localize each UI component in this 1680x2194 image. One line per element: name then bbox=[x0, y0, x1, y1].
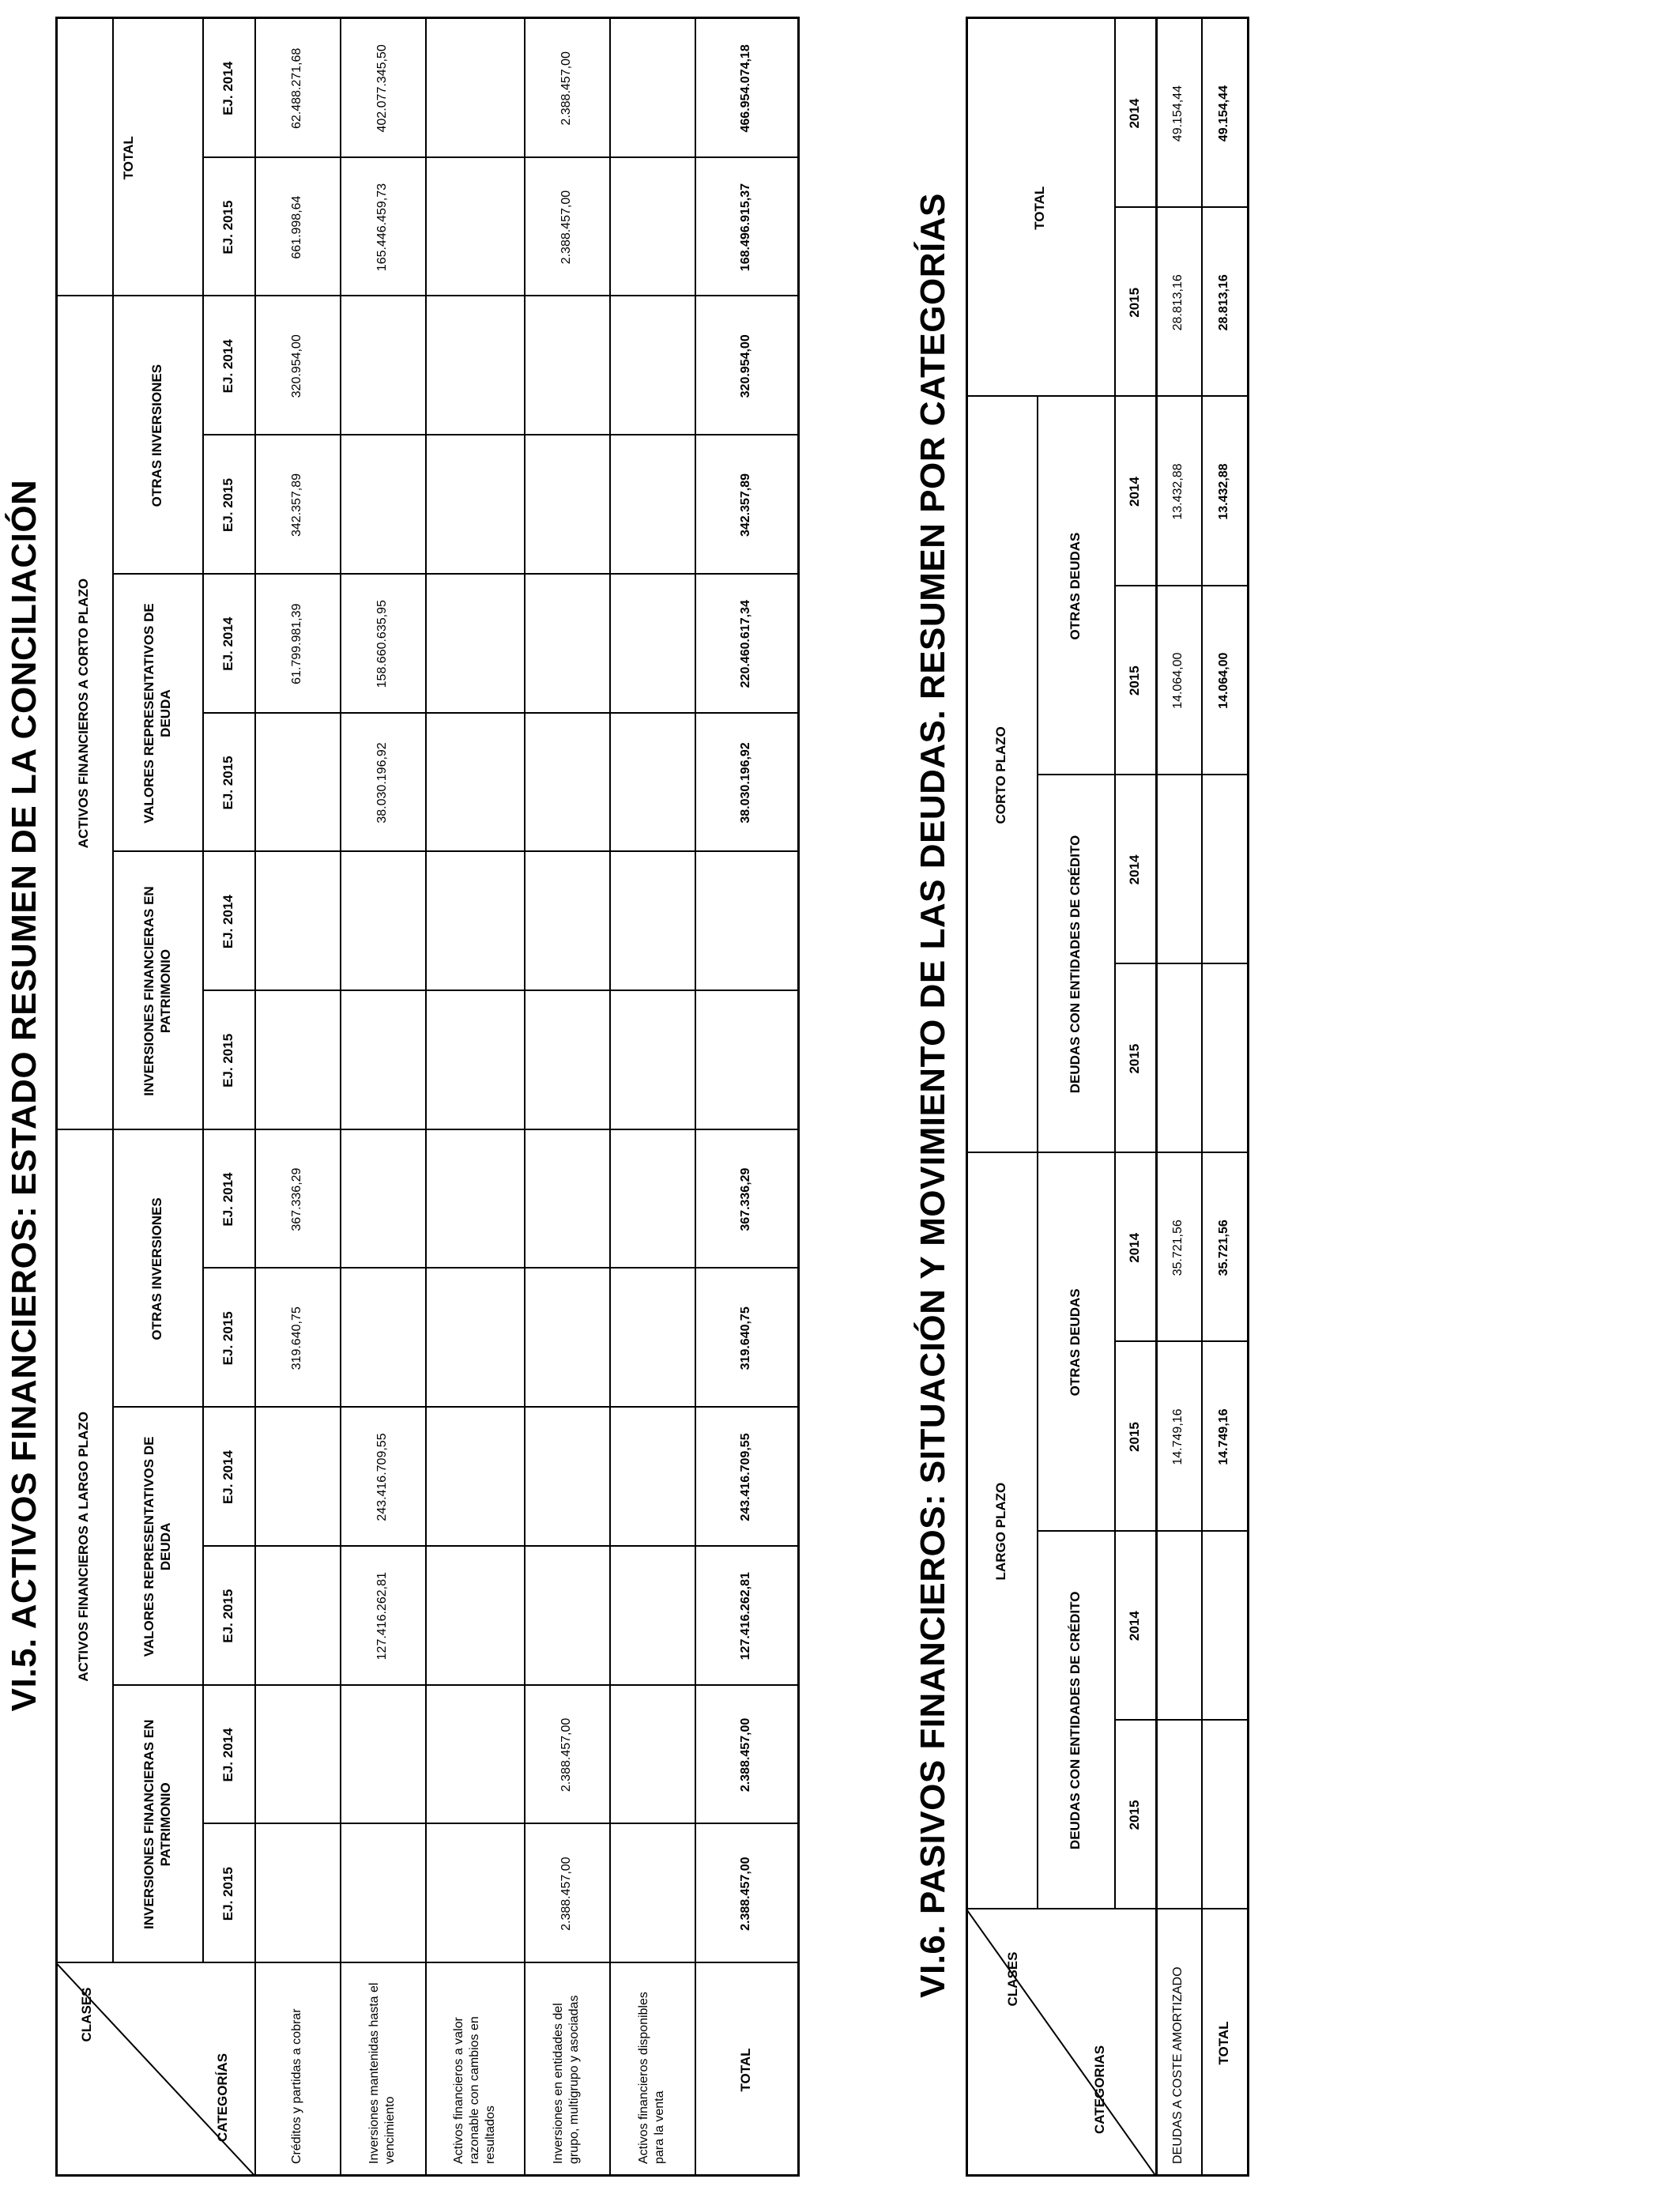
total-cell: 367.336,29 bbox=[739, 1167, 752, 1231]
total-cell bbox=[1201, 1532, 1247, 1721]
table-cell: 62.488.271,68 bbox=[290, 47, 303, 130]
table-cell bbox=[425, 435, 524, 575]
table-cell bbox=[254, 1408, 340, 1547]
subheader-sub_otras_cp: OTRAS INVERSIONES bbox=[149, 364, 165, 507]
year-header: EJ. 2015 bbox=[220, 1867, 236, 1921]
total-cell: 243.416.709,55 bbox=[739, 1433, 752, 1521]
table-cell bbox=[254, 1547, 340, 1686]
year-header: EJ. 2015 bbox=[220, 1589, 236, 1643]
table-cell bbox=[340, 991, 425, 1130]
row-label: Activos financieros a valor razonable con cambios en resultados bbox=[451, 2016, 497, 2164]
group-corto-plazo: CORTO PLAZO bbox=[993, 726, 1009, 824]
table-cell: 2.388.457,00 bbox=[559, 51, 573, 126]
table-cell bbox=[524, 1408, 609, 1547]
table-cell bbox=[254, 714, 340, 853]
table-cell: 2.388.457,00 bbox=[559, 190, 573, 265]
table-cell: 14.749,16 bbox=[1171, 1408, 1185, 1465]
table-cell bbox=[609, 852, 695, 991]
table-cell bbox=[425, 714, 524, 853]
table-cell bbox=[425, 1686, 524, 1825]
group-largo-plazo: ACTIVOS FINANCIEROS A LARGO PLAZO bbox=[76, 1412, 92, 1682]
table-cell: 367.336,29 bbox=[290, 1167, 303, 1231]
table-cell bbox=[254, 1824, 340, 1963]
year-header: EJ. 2015 bbox=[220, 477, 236, 533]
year-header: EJ. 2014 bbox=[220, 339, 236, 394]
table-cell bbox=[609, 575, 695, 714]
year-header: 2015 bbox=[1127, 665, 1143, 696]
table-cell: 14.064,00 bbox=[1171, 652, 1185, 709]
subheader-sub_otras_lp: OTRAS INVERSIONES bbox=[149, 1197, 165, 1340]
table-cell bbox=[609, 714, 695, 853]
table-cell bbox=[425, 991, 524, 1130]
subheader-sub_deudas_lp: DEUDAS CON ENTIDADES DE CRÉDITO bbox=[1068, 1591, 1083, 1850]
group-total: TOTAL bbox=[1032, 186, 1048, 230]
total-cell: 466.954.074,18 bbox=[739, 44, 752, 133]
table-cell bbox=[425, 158, 524, 297]
table-cell: 243.416.709,55 bbox=[375, 1433, 389, 1521]
row-label: DEUDAS A COSTE AMORTIZADO bbox=[1171, 1966, 1185, 2164]
year-header: EJ. 2015 bbox=[220, 200, 236, 254]
table-cell bbox=[340, 1130, 425, 1269]
group-largo-plazo: LARGO PLAZO bbox=[993, 1482, 1009, 1581]
total-cell bbox=[1201, 964, 1247, 1153]
table-cell bbox=[1155, 1721, 1201, 1909]
table-cell bbox=[524, 1130, 609, 1269]
table-cell bbox=[609, 1547, 695, 1686]
table-cell bbox=[1155, 1532, 1201, 1721]
table-cell bbox=[340, 296, 425, 435]
table-cell bbox=[609, 435, 695, 575]
total-cell bbox=[1201, 1721, 1247, 1909]
total-cell: 35.721,56 bbox=[1217, 1220, 1230, 1276]
year-header: 2014 bbox=[1127, 854, 1143, 885]
table-cell bbox=[609, 1408, 695, 1547]
year-header: EJ. 2014 bbox=[220, 1728, 236, 1782]
subheader-sub_otras_cp: OTRAS DEUDAS bbox=[1068, 532, 1083, 640]
total-label: TOTAL bbox=[738, 2048, 754, 2092]
table-cell bbox=[524, 575, 609, 714]
table-cell bbox=[609, 158, 695, 297]
table-cell bbox=[425, 1547, 524, 1686]
year-header: EJ. 2014 bbox=[220, 895, 236, 949]
table-cell: 2.388.457,00 bbox=[559, 1717, 573, 1793]
table-cell bbox=[425, 1130, 524, 1269]
grid-line bbox=[797, 19, 800, 2177]
table-cell bbox=[609, 1269, 695, 1408]
table-cell bbox=[524, 714, 609, 853]
table-cell: 13.432,88 bbox=[1171, 463, 1185, 520]
row-label: Inversiones en entidades del grupo, multigrupo y asociadas bbox=[552, 1995, 581, 2164]
table-cell bbox=[425, 575, 524, 714]
subheader-sub_deudas_cp: DEUDAS CON ENTIDADES DE CRÉDITO bbox=[1068, 835, 1083, 1094]
table-cell bbox=[254, 852, 340, 991]
section1-title: VI.5. ACTIVOS FINANCIEROS: ESTADO RESUMEN DE LA CONCILIACIÓN bbox=[5, 479, 43, 1712]
table-cell bbox=[609, 19, 695, 158]
total-cell: 2.388.457,00 bbox=[739, 1857, 752, 1931]
total-cell: 127.416.262,81 bbox=[739, 1572, 752, 1661]
table-cell bbox=[425, 296, 524, 435]
grid-line bbox=[1247, 19, 1249, 2177]
year-header: EJ. 2014 bbox=[220, 616, 236, 671]
year-header: 2014 bbox=[1127, 98, 1143, 129]
table-cell bbox=[254, 991, 340, 1130]
table-cell bbox=[524, 296, 609, 435]
table-cell: 49.154,44 bbox=[1171, 85, 1185, 142]
subheader-sub_inv_patrimonio_lp: INVERSIONES FINANCIERAS EN PATRIMONIO bbox=[141, 1719, 173, 1930]
year-header: 2014 bbox=[1127, 477, 1143, 507]
table-cell bbox=[524, 435, 609, 575]
group-corto-plazo: ACTIVOS FINANCIEROS A CORTO PLAZO bbox=[76, 578, 92, 849]
table-cell: 402.077.345,50 bbox=[375, 44, 389, 133]
table-cell bbox=[524, 991, 609, 1130]
total-cell bbox=[695, 991, 797, 1130]
total-cell: 28.813,16 bbox=[1217, 274, 1230, 331]
total-cell: 2.388.457,00 bbox=[739, 1717, 752, 1793]
total-cell: 14.749,16 bbox=[1217, 1408, 1230, 1465]
table-cell: 165.446.459,73 bbox=[375, 183, 389, 272]
year-header: 2014 bbox=[1127, 1232, 1143, 1263]
table-cell bbox=[524, 852, 609, 991]
year-header: 2014 bbox=[1127, 1611, 1143, 1642]
corner-clases: CLASES bbox=[1005, 1951, 1021, 2007]
table-cell bbox=[609, 991, 695, 1130]
table-cell bbox=[1155, 775, 1201, 964]
table-cell bbox=[609, 1686, 695, 1825]
table-cell: 35.721,56 bbox=[1171, 1220, 1185, 1276]
year-header: 2015 bbox=[1127, 1043, 1143, 1074]
table-cell bbox=[425, 1824, 524, 1963]
table-cell bbox=[340, 1686, 425, 1825]
row-label: Créditos y partidas a cobrar bbox=[290, 2008, 303, 2164]
total-cell: 14.064,00 bbox=[1217, 652, 1230, 709]
subheader-sub_valores_cp: VALORES REPRESENTATIVOS DE DEUDA bbox=[141, 603, 173, 824]
section2-title: VI.6. PASIVOS FINANCIEROS: SITUACIÓN Y MOVIMIENTO DE LAS DEUDAS. RESUMEN POR CATEGORÍAS bbox=[913, 193, 952, 1998]
table-cell bbox=[425, 1269, 524, 1408]
table-cell bbox=[609, 1130, 695, 1269]
total-cell: 319.640,75 bbox=[739, 1306, 752, 1370]
table-cell: 320.954,00 bbox=[290, 334, 303, 398]
year-header: EJ. 2015 bbox=[220, 756, 236, 810]
table-cell bbox=[609, 1824, 695, 1963]
total-cell: 220.460.617,34 bbox=[739, 600, 752, 688]
total-label: TOTAL bbox=[1216, 2021, 1232, 2065]
table-cell: 342.357,89 bbox=[290, 473, 303, 537]
table-cell bbox=[340, 435, 425, 575]
subheader-sub_valores_lp: VALORES REPRESENTATIVOS DE DEUDA bbox=[141, 1436, 173, 1657]
year-header: EJ. 2015 bbox=[220, 1311, 236, 1366]
total-cell bbox=[1201, 775, 1247, 964]
total-cell: 168.496.915,37 bbox=[739, 183, 752, 272]
year-header: EJ. 2014 bbox=[220, 61, 236, 115]
total-cell: 320.954,00 bbox=[739, 334, 752, 398]
table-cell: 38.030.196,92 bbox=[375, 742, 389, 824]
year-header: 2015 bbox=[1127, 1800, 1143, 1830]
table-cell bbox=[425, 852, 524, 991]
table-cell bbox=[340, 1269, 425, 1408]
year-header: EJ. 2015 bbox=[220, 1033, 236, 1088]
table-cell: 28.813,16 bbox=[1171, 274, 1185, 331]
table-cell bbox=[524, 1269, 609, 1408]
row-label: Activos financieros disponibles para la venta bbox=[637, 1992, 666, 2164]
year-header: 2015 bbox=[1127, 287, 1143, 318]
table-cell bbox=[340, 852, 425, 991]
group-total: TOTAL bbox=[121, 136, 137, 180]
subheader-sub_otras_lp: OTRAS DEUDAS bbox=[1068, 1288, 1083, 1397]
table-cell: 158.660.635,95 bbox=[375, 600, 389, 688]
table-cell bbox=[524, 1547, 609, 1686]
corner-clases: CLASES bbox=[79, 1987, 95, 2042]
total-cell: 38.030.196,92 bbox=[739, 742, 752, 824]
table-cell bbox=[609, 296, 695, 435]
table-cell bbox=[425, 1408, 524, 1547]
corner-categorias: CATEGORÍAS bbox=[215, 2053, 231, 2143]
table-cell bbox=[254, 1686, 340, 1825]
table-cell: 2.388.457,00 bbox=[559, 1857, 573, 1931]
table-cell: 319.640,75 bbox=[290, 1306, 303, 1370]
table-cell bbox=[1155, 964, 1201, 1153]
subheader-sub_inv_patrimonio_cp: INVERSIONES FINANCIERAS EN PATRIMONIO bbox=[141, 886, 173, 1096]
year-header: EJ. 2014 bbox=[220, 1449, 236, 1505]
total-cell bbox=[695, 852, 797, 991]
corner-categorias: CATEGORIAS bbox=[1092, 2045, 1108, 2135]
table-cell: 61.799.981,39 bbox=[290, 603, 303, 684]
total-cell: 342.357,89 bbox=[739, 473, 752, 537]
table-cell bbox=[340, 1824, 425, 1963]
table-cell: 127.416.262,81 bbox=[375, 1572, 389, 1661]
table-cell bbox=[425, 19, 524, 158]
total-cell: 13.432,88 bbox=[1217, 463, 1230, 520]
year-header: 2015 bbox=[1127, 1422, 1143, 1452]
year-header: EJ. 2014 bbox=[220, 1172, 236, 1227]
row-label: Inversiones mantenidas hasta el vencimiento bbox=[367, 1982, 397, 2164]
total-cell: 49.154,44 bbox=[1217, 85, 1230, 142]
table-cell: 661.998,64 bbox=[290, 195, 303, 259]
